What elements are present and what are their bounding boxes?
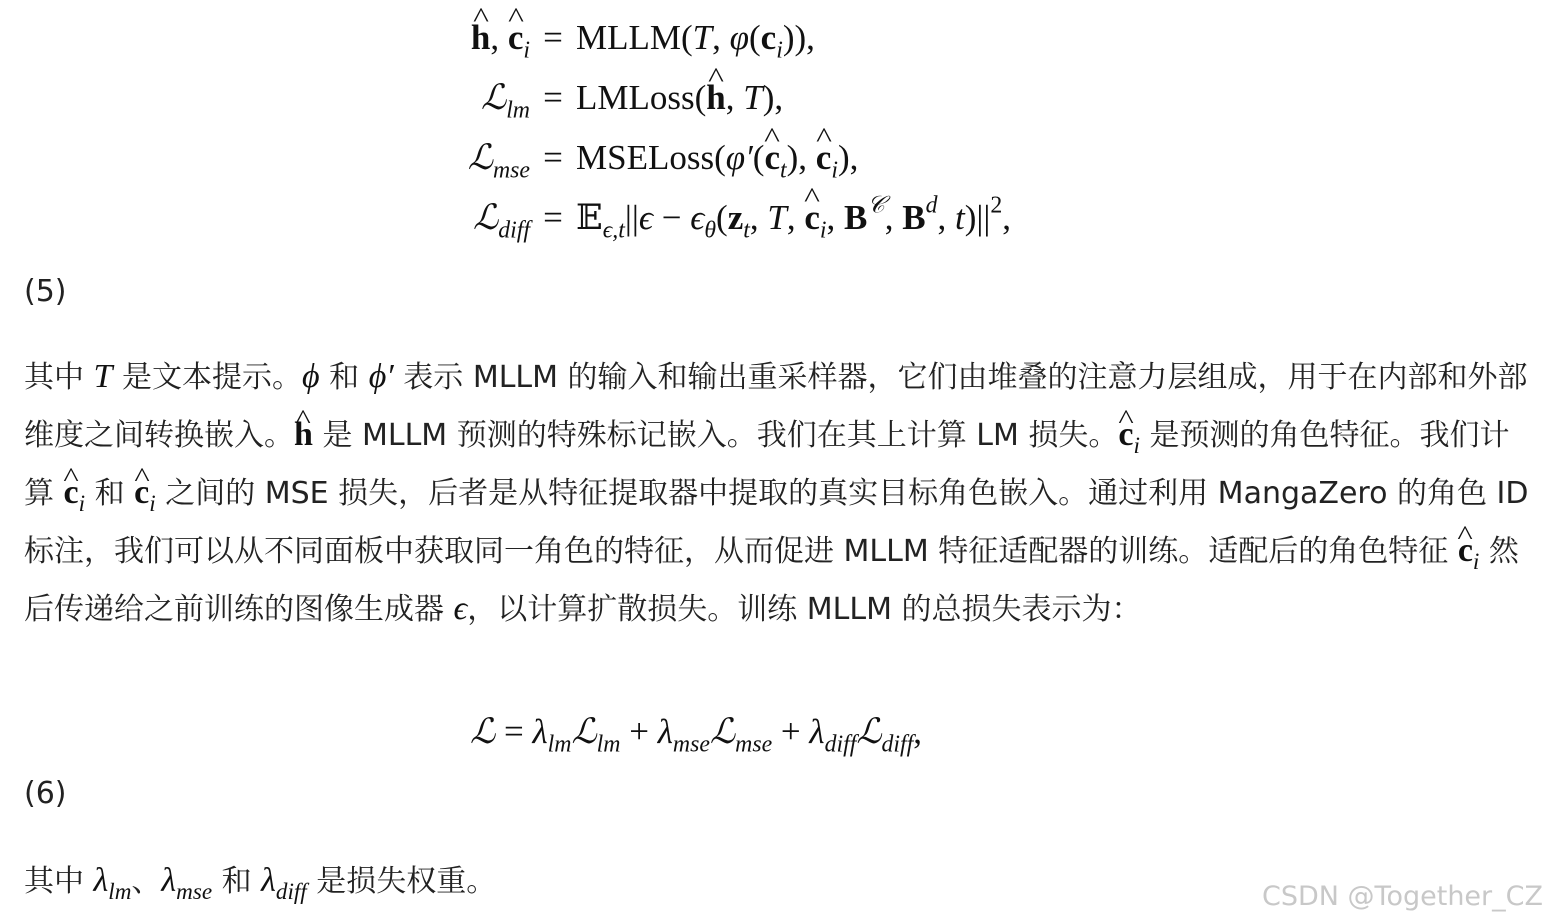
equation-5-row-2-rhs: LMLoss(^ h, T), — [576, 78, 783, 118]
equation-5-row-4-rhs: 𝔼$_{\epsilon,t}$||ϵ − $\epsilon_\theta(z_t$, T, ^ $c_i$, $B^𝒞$, $B^d$, $t)||^2$, — [576, 198, 1011, 238]
equation-5-row-2: ℒ$_{lm}$ = LMLoss(^ h, T), — [420, 78, 1180, 138]
equation-5-row-4-lhs: ℒ$_{diff}$ — [473, 198, 530, 244]
csdn-watermark: CSDN @Together_CZ — [1262, 881, 1543, 912]
paragraph-1: 其中 T 是文本提示。ϕ 和 ϕ′ 表示 MLLM 的输入和输出重采样器，它们由堆叠的注意力层组成，用于在内部和外部维度之间转换嵌入。^ h 是 MLLM 预测的特殊标记嵌入。我们在其上计算 LM 损失。^ $c_i$ 是预测的角色特征。我们计算 ^ $c_i$ 和 ^ $c_i$ 之间的 MSE 损失，后者是从特征提取器中提取的真实目标角色嵌入。通过利用 MangaZero 的角色 ID 标注，我们可以从不同面板中获取同一角色的特征，从而促进 MLLM 特征适配器的训练。适配后的角色特征 ^ $c_i$ 然后传递给之前训练的图像生成器 ϵ，以计算扩散损失。训练 MLLM 的总损失表示为： — [24, 348, 1529, 638]
equation-5-row-1-rhs: MLLM(T, $\varphi(c_i)$), — [576, 18, 815, 64]
equation-5-row-3-lhs: ℒ$_{mse}$ — [467, 138, 530, 184]
equation-5-block — [420, 18, 1180, 258]
equation-5-row-1: ^ h, ^ $c_i$ = MLLM(T, $\varphi(c_i)$), — [420, 18, 1180, 78]
equation-5-row-2-lhs: ℒ$_{lm}$ — [480, 78, 530, 124]
equation-5-row-4: ℒ$_{diff}$ = 𝔼$_{\epsilon,t}$||ϵ − $\epsilon_\theta(z_t$, T, ^ $c_i$, $B^𝒞$, $B^d$, $t)||^2$, — [420, 198, 1180, 258]
equation-5-row-3: ℒ$_{mse}$ = MSELoss(φ′(^ $c_t$), ^ $c_i$), — [420, 138, 1180, 198]
equation-6: ℒ = $\lambda_{lm}ℒ_{lm}$ + $\lambda_{mse}ℒ_{mse}$ + $\lambda_{diff}ℒ_{diff}$, — [470, 712, 923, 758]
equation-5-row-1-lhs: ^ h, ^ $c_i$ — [420, 18, 530, 58]
equation-6-number: (6) — [24, 776, 67, 811]
paragraph-2: 其中 $\lambda_{lm}$、$\lambda_{mse}$ 和 $\lambda_{diff}$ 是损失权重。 — [24, 862, 497, 906]
equation-5-number: (5) — [24, 274, 67, 309]
equation-5-row-3-rhs: MSELoss(φ′(^ $c_t$), ^ $c_i$), — [576, 138, 858, 178]
